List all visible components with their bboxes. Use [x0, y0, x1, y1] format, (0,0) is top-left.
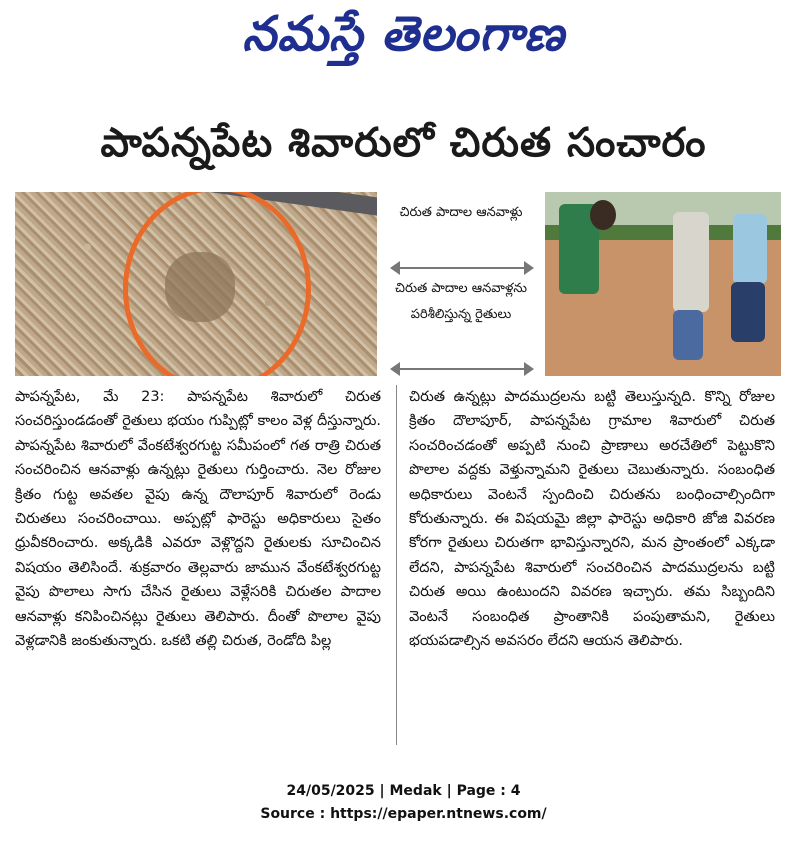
person-figure — [673, 212, 709, 312]
headline-text: పాపన్నపేట శివారులో చిరుత సంచారం — [100, 120, 707, 166]
photo-captions — [378, 192, 544, 376]
caption-top: చిరుత పాదాల ఆనవాళ్లు — [399, 205, 523, 220]
article-body — [15, 385, 781, 745]
footer-date-line: 24/05/2025 | Medak | Page : 4 — [286, 783, 521, 799]
farmers-photo — [545, 192, 781, 376]
article-left-text: పాపన్నపేట, మే 23: పాపన్నపేట శివారులో చిరుత సంచరిస్తుండడంతో రైతులు భయం గుప్పిట్లో కాలం వెళ్ల దీస్తున్నారు. పాపన్నపేట శివారులో వేంకటేశ్వరగుట్ట సమీపంలో గత రాత్రి చిరుత సంచరించిన ఆనవాళ్లు ఉన్నట్లు రైతులు గుర్తించారు. నెల రోజుల క్రితం గుట్ట అవతల వైపు ఉన్న దౌలాపూర్ శివారులో రెండు చిరుతలు సంచరించాయి. అప్పట్లో ఫారెస్టు అధికారులు సైతం ధ్రువీకరించారు. అక్కడికి ఎవరూ వెళ్లొద్దని రైతులకు సూచించిన విషయం తెలిసిందే. శుక్రవారం తెల్లవారు జామున వేంకటేశ్వరగుట్ట వైపు పొలాలు సాగు చేసిన రైతులు వెళ్లేసరికి చిరుతల పాదాల ఆనవాళ్లు కనిపించినట్లు రైతులు తెలిపారు. దీంతో పొలాల వైపు వెళ్లడానికి జంకుతున్నారు. ఒకటి తల్లి చిరుత, రెండోది పిల్ల — [15, 389, 381, 650]
person-legs — [673, 310, 703, 360]
article-right-text: చిరుత ఉన్నట్లు పాదముద్రలను బట్టి తెలుస్తున్నది. కొన్ని రోజుల క్రితం దౌలాపూర్, పాపన్నపేట గ్రామాల శివారులో చిరుత సంచరించడంతో అప్పటి నుంచి ప్రాణాలు అరచేతిలో పెట్టుకొని పొలాల వద్దకు వెళ్తున్నామని రైతులు చెబుతున్నారు. సంబంధిత అధికారులు వెంటనే స్పందించి చిరుతను బంధించాల్సిందిగా కోరుతున్నారు. ఈ విషయమై జిల్లా ఫారెస్టు అధికారి జోజి వివరణ కోరగా రైతులు చిరుతగా భావిస్తున్నారని, మన ప్రాంతంలో ఎక్కడా లేదని, పాపన్నపేట శివారులో సంచరించిన పాదముద్రలను బట్టి చిరుత అయి ఉంటుందని వివరణ ఇచ్చారు. తమ సిబ్బందిని వెంటనే సంబంధిత ప్రాంతానికి పంపుతామని, రైతులు భయపడాల్సిన అవసరం లేదని ఆయన తెలిపారు. — [409, 389, 775, 650]
person-figure — [733, 214, 767, 284]
double-arrow-icon — [392, 267, 532, 269]
masthead — [0, 0, 807, 80]
masthead-title: నమస్తే తెలంగాణ — [242, 6, 565, 62]
person-legs — [731, 282, 765, 342]
pawprint-photo — [15, 192, 377, 376]
article-column-right — [409, 385, 775, 653]
highlight-circle — [123, 192, 311, 376]
column-divider — [396, 385, 397, 745]
caption-bottom: చిరుత పాదాల ఆనవాళ్లను పరిశీలిస్తున్న రైతులు — [395, 281, 527, 322]
footer-source-line: Source : https://epaper.ntnews.com/ — [260, 806, 547, 822]
double-arrow-icon — [392, 368, 532, 370]
person-head — [590, 200, 616, 230]
article-column-left — [15, 385, 381, 653]
headline — [0, 118, 807, 178]
